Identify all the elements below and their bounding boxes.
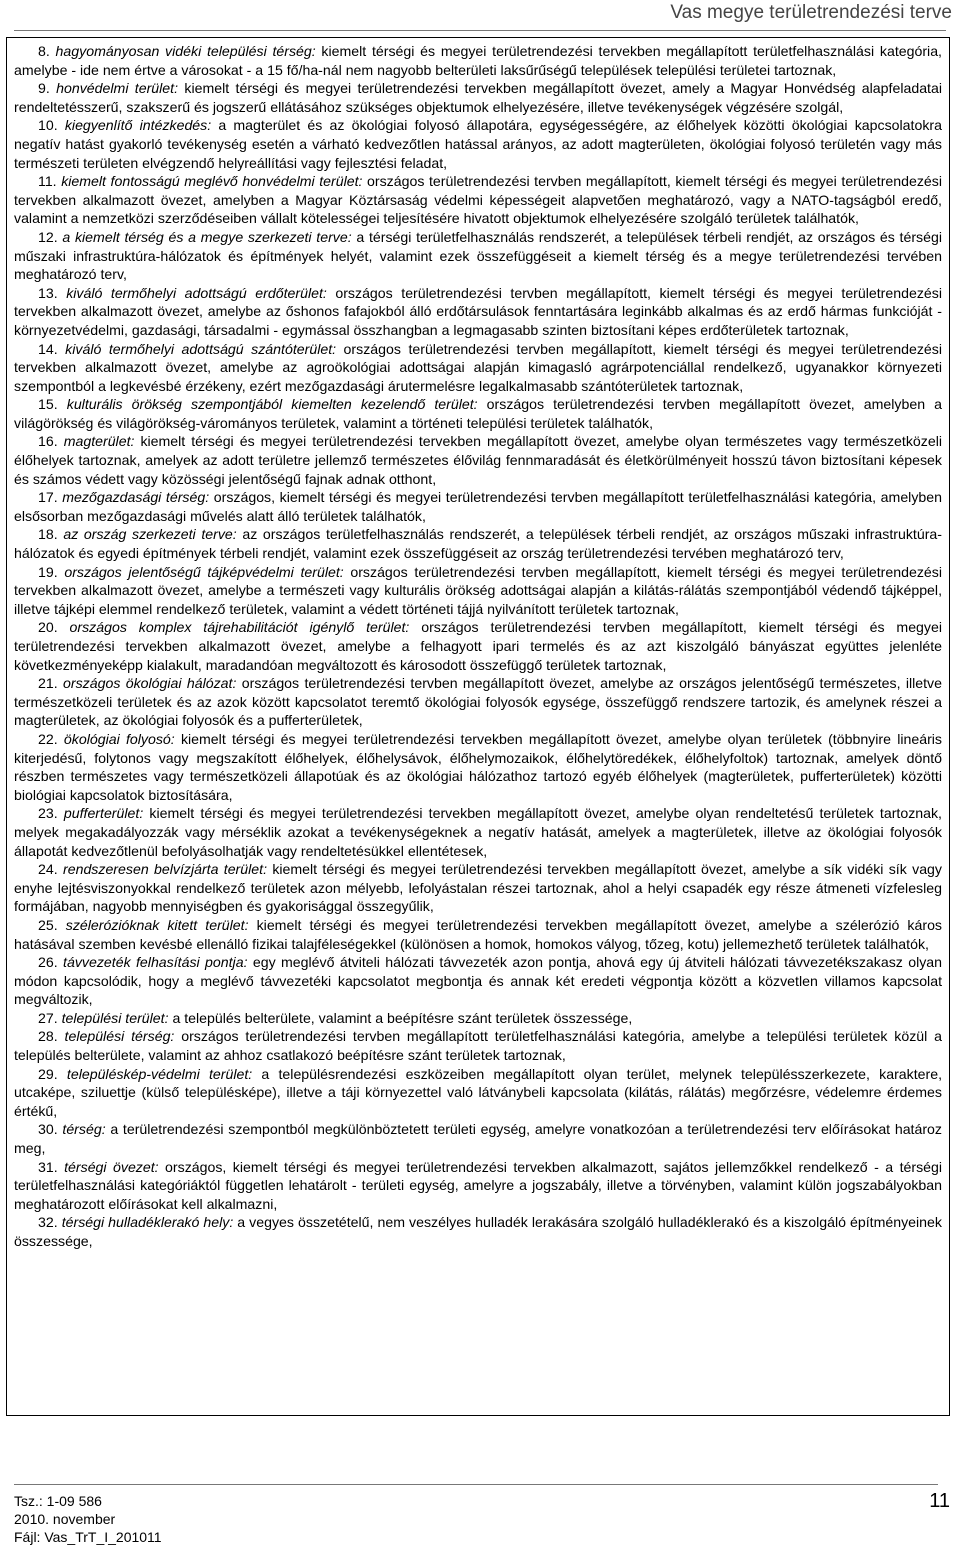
definition-term: országos ökológiai hálózat: (63, 675, 237, 692)
definition-text: kiemelt térségi és megyei területrendezési tervekben megállapított övezet, amelybe olyan rendeltetésű területek tartoznak, melyek megakadályozzák vagy mérséklik azokat a tevékenységeknek a negatív hatását, amelyek a magterületek, illetve az ökológiai folyosók állapotát kedvezőtlenül befolyásolhatják vagy rendeltetésükkel ellentétesek, (14, 805, 942, 859)
definition-term: kiváló termőhelyi adottságú erdőterület: (66, 284, 327, 301)
definition-text: a magterület és az ökológiai folyosó állapotára, egységességére, az élőhelyek közötti ökológiai kapcsolatokra negatív hatást gyakorló tevékenység esetén a várható kedvezőtlen hatással arányos, az adott magterületen, ökológiai folyosó területén vagy más természeti területen elvégzendő helyreállítási vagy fejlesztési feladat, (14, 117, 942, 171)
definition-text: kiemelt térségi és megyei területrendezési tervekben megállapított övezet, amelybe olyan természetes vagy természetközeli élőhelyek tartoznak, amelyek az adott területre jellemző természetes élővilág fennmaradását és életkörülményeit hosszú távon biztosítani képesek és számos védett vagy közösségi jelentőségű fajnak adnak otthont, (14, 433, 942, 487)
definition-text: az országos területfelhasználás rendszerét, a települések térbeli rendjét, az országos műszaki infrastruktúra-hálózatok és egyedi építmények térbeli rendjét, valamint ezek összefüggéseit az ország területrendezési tervében meghatározó terv, (14, 526, 942, 562)
definition-number: 28. (38, 1028, 58, 1045)
definition-text: a település belterülete, valamint a beépítésre szánt területek összessége, (168, 1009, 633, 1026)
definition-item (14, 42, 942, 79)
definition-item (14, 860, 942, 916)
definition-item (14, 1027, 942, 1064)
definition-text: országos, kiemelt térségi és megyei területrendezési tervben megállapított területfelhasználási kategória, amelyben elsősorban mezőgazdasági művelés alatt álló területek találhatók, (14, 489, 942, 524)
definition-item (14, 1158, 942, 1214)
definition-text: országos területrendezési tervben megállapított, kiemelt térségi és megyei területrendezési tervekben alkalmazott övezet, amelybe a természeti vagy kulturális örökség adottságai alapján a kilátás-rálátás szempontjából védendő tájképpel, illetve tájképi elemmel rendelkező területek, valamint a védett történeti tájjá nyilvánított területek tartoznak, (14, 563, 942, 617)
definition-text: országos területrendezési tervben megállapított, kiemelt térségi és megyei területrendezési tervekben alkalmazott övezet, amelybe a felhagyott ipari termelés és az azt kiszolgáló bányászat együttes jelenléte következményeképp kialakult, maradandóan megváltozott és károsodott összefüggő területek tartoznak, (14, 619, 942, 673)
definition-number: 32. (38, 1214, 58, 1231)
footer-filename: Fájl: Vas_TrT_I_201011 (14, 1529, 162, 1545)
definition-item (14, 674, 942, 730)
definition-term: szélerózióknak kitett terület: (65, 916, 249, 933)
definition-item (14, 116, 942, 172)
definition-item (14, 804, 942, 860)
page-number: 11 (929, 1490, 950, 1512)
definition-number: 31. (38, 1158, 58, 1175)
definition-text: országos területrendezési tervben megállapított övezet, amelybe az országos jelentőségű természetes, illetve természetközeli területek és az azok között kapcsolatot teremtő ökológiai folyosók egysége, összefüggő rendszere tartozik, és amelynek részei a magterületek, az ökológiai folyosók és a pufferterületek, (14, 675, 942, 729)
definition-item (14, 953, 942, 1009)
definition-number: 8. (38, 43, 50, 59)
definition-text: országos területrendezési tervben megállapított, kiemelt térségi és megyei területrendezési tervekben alkalmazott övezet, amelybe az őshonos fafajokból álló erdőtársulások fenntartására leginkább alkalmas és az erdő hármas funkcióját - környezetvédelmi, gazdasági, társadalmi - egymással összhangban a legmagasabb szinten biztosítani képes erdőterületek tartoznak, (14, 284, 942, 338)
definition-text: kiemelt térségi és megyei területrendezési tervekben megállapított övezet, amely a Magyar Honvédség alapfeladatai rendeltetésszerű, szakszerű és jogszerű ellátásához szükséges objektumok elhelyezésére, illetve tevékenységek végzésére szolgál, (14, 80, 942, 115)
definition-number: 11. (38, 173, 57, 190)
definition-term: térségi övezet: (64, 1158, 159, 1175)
definition-number: 26. (38, 954, 58, 971)
definition-text: kiemelt térségi és megyei területrendezési tervekben megállapított területfelhasználási kategória, amelybe - ide nem értve a városokat - a 15 fő/ha-nál nem nagyobb belterületi laksűrűségű települések települési területei tartoznak, (14, 43, 942, 78)
definition-number: 30. (38, 1121, 58, 1138)
definition-text: kiemelt térségi és megyei területrendezési tervekben megállapított övezet, amelybe olyan területek (többnyire lineáris kiterjedésű, folytonos vagy megszakított élőhelyek, élőhelysávok, élőhelymozaikok, élőhelytöredékek, élőhelyfoltok) tartoznak, amelyek döntő részben természetes vagy természetközeli állapotúak és az ökológiai hálózathoz tartozó egyéb élőhelyek (magterületek, pufferterületek) közötti biológiai kapcsolatok biztosítására, (14, 730, 943, 803)
definition-text: országos területrendezési tervben megállapított övezet, amelyben a világörökség és világörökség-várományos területek, valamint a történeti települési területek találhatók, (14, 396, 942, 431)
definition-item (14, 618, 942, 674)
definition-number: 15. (38, 396, 58, 413)
definition-item (14, 916, 942, 953)
definition-number: 21. (38, 675, 58, 692)
definition-term: a kiemelt térség és a megye szerkezeti terve: (62, 228, 352, 245)
definition-item (14, 284, 942, 340)
definition-text: kiemelt térségi és megyei területrendezési tervekben megállapított övezet, amelybe a sík vidéki sík vagy enyhe lejtésviszonyokkal rendelkező területek azon mélyebb, lefolyástalan részei tartoznak, ahol a helyi csapadék egy része átmeneti vízfelesleg formájában, nagyobb mennyiségben és gyakorisággal összegyűlik, (14, 861, 942, 915)
definition-term: térség: (62, 1121, 106, 1138)
definition-item (14, 228, 942, 284)
definition-number: 19. (38, 563, 58, 580)
definition-number: 16. (38, 433, 58, 450)
definition-number: 18. (38, 526, 58, 543)
definition-item (14, 1213, 942, 1250)
definition-text: országos területrendezési tervben megállapított, kiemelt térségi és megyei területrendezési tervekben alkalmazott övezet, amelybe az agroökológiai adottságai alapján kimagasló agrárpotenciállal rendelkező, ugyanakkor környezeti szempontból a legkevésbé érzékeny, ezért mezőgazdasági árutermelésre legalkalmasabb szántóterületek tartoznak, (14, 340, 942, 394)
definition-term: hagyományosan vidéki települési térség: (55, 43, 316, 59)
definition-term: kiváló termőhelyi adottságú szántóterület: (65, 340, 337, 357)
definition-term: térségi hulladéklerakó hely: (61, 1214, 234, 1231)
definition-term: országos jelentőségű tájképvédelmi terület: (64, 563, 344, 580)
definition-item (14, 172, 942, 228)
definition-text: országos területrendezési tervben megállapított területfelhasználási kategória, amelybe a települési területek közül a település belterülete, valamint az ahhoz csatlakozó beépítésre szánt területek tartoznak, (14, 1028, 942, 1064)
definition-text: kiemelt térségi és megyei területrendezési tervekben megállapított övezet, amelybe a szélerózió káros hatásával szemben kevésbé ellenálló fizikai talajféleségekkel (különösen a homok, homokos vályog, tőzeg, kotu) jellemezhető területek találhatók, (14, 916, 942, 952)
definition-term: országos komplex tájrehabilitációt igénylő terület: (69, 619, 410, 636)
definition-term: magterület: (63, 433, 135, 450)
definition-number: 27. (38, 1009, 58, 1026)
definition-number: 24. (38, 861, 58, 878)
definition-term: településkép-védelmi terület: (66, 1065, 253, 1082)
definition-number: 23. (38, 805, 58, 822)
definition-term: távvezeték felhasítási pontja: (63, 954, 248, 971)
definition-number: 29. (38, 1065, 58, 1082)
definition-text: a településrendezési eszközeiben megállapított olyan terület, melynek településszerkezete, karaktere, utcaképe, sziluettje (külső településképe), illetve a táji környezettel való látványbeli kapcsolata (kilátás, rálátás) megőrzésre, védelemre érdemes értékű, (14, 1065, 943, 1119)
definition-item (14, 1120, 942, 1157)
footer-info (14, 1492, 162, 1546)
definition-number: 17. (38, 489, 58, 506)
definition-term: az ország szerkezeti terve: (63, 526, 237, 543)
definition-term: ökológiai folyosó: (63, 730, 175, 747)
definition-number: 12. (38, 228, 58, 245)
definition-item (14, 79, 942, 116)
header-divider (14, 30, 946, 31)
definition-term: kiegyenlítő intézkedés: (64, 117, 212, 134)
definition-text: egy meglévő átviteli hálózati távvezeték azon pontja, ahová egy új átviteli hálózati távvezetékszakasz olyan módon kapcsolódik, hogy a meglévő távvezetéki kapcsolatot megbontja és annak két eredeti végpontja között a közvetlen villamos kapcsolat megváltozik, (14, 954, 943, 1008)
definition-number: 22. (38, 730, 58, 747)
definition-term: pufferterület: (63, 805, 144, 822)
definition-item (14, 488, 942, 525)
definition-number: 14. (38, 340, 58, 357)
definition-term: települési térség: (64, 1028, 175, 1045)
definition-term: rendszeresen belvízjárta terület: (63, 861, 267, 878)
definition-item (14, 1009, 942, 1028)
definition-text: a vegyes összetételű, nem veszélyes hulladék lerakására szolgáló hulladéklerakó és a kiszolgáló építményeinek összessége, (14, 1214, 942, 1249)
definition-number: 9. (38, 80, 50, 97)
footer-divider (14, 1484, 938, 1485)
definition-number: 10. (38, 117, 58, 134)
document-header-title: Vas megye területrendezési terve (670, 2, 952, 23)
definition-item (14, 1065, 942, 1121)
definition-text: a térségi területfelhasználás rendszerét, a települések térbeli rendjét, az országos és térségi műszaki infrastruktúra-hálózatok és építmények helyét, valamint ezek összefüggéseit a kiemelt térség és a megye területrendezési tervében meghatározó terv, (14, 228, 942, 283)
definition-item (14, 340, 942, 396)
definition-term: honvédelmi terület: (56, 80, 179, 97)
definition-item (14, 432, 942, 488)
definition-number: 25. (38, 916, 58, 933)
definition-number: 13. (38, 284, 58, 301)
definition-item (14, 563, 942, 619)
footer-project-number: Tsz.: 1-09 586 (14, 1493, 102, 1509)
definition-text: országos területrendezési tervben megállapított, kiemelt térségi és megyei területrendezési tervekben alkalmazott övezet, amelyben a Magyar Köztársaság védelmi képességeit alapvetően meghatározó, vagy a NATO-tagságból eredő, valamint a nemzetközi szerződéseiben vállalt kötelességei teljesítésére hivatott objektumok elhelyezésére szolgáló területek találhatók, (14, 173, 943, 227)
definition-item (14, 730, 942, 804)
definition-term: mezőgazdasági térség: (62, 489, 210, 506)
definition-item (14, 525, 942, 562)
definition-item (14, 395, 942, 432)
definition-term: kulturális örökség szempontjából kiemelten kezelendő terület: (66, 396, 478, 413)
footer-date: 2010. november (14, 1511, 116, 1527)
definitions-list (14, 42, 942, 1251)
definition-term: kiemelt fontosságú meglévő honvédelmi terület: (61, 173, 363, 190)
definition-term: települési terület: (61, 1009, 169, 1026)
definition-text: országos, kiemelt térségi és megyei területrendezési tervekben alkalmazott, sajátos jellemzőkkel rendelkező - a térségi területfelhasználási kategóriáktól független lehatárolt - területi egység, amelyre a jogszabály, illetve a törvényben, valamint külön jogszabályokban meghatározott előírásokat kell alkalmazni, (14, 1158, 943, 1212)
definition-text: a területrendezési szempontból megkülönböztetett területi egység, amelyre vonatkozóan a területrendezési terv előírásokat határoz meg, (14, 1121, 942, 1157)
definition-number: 20. (38, 619, 58, 636)
